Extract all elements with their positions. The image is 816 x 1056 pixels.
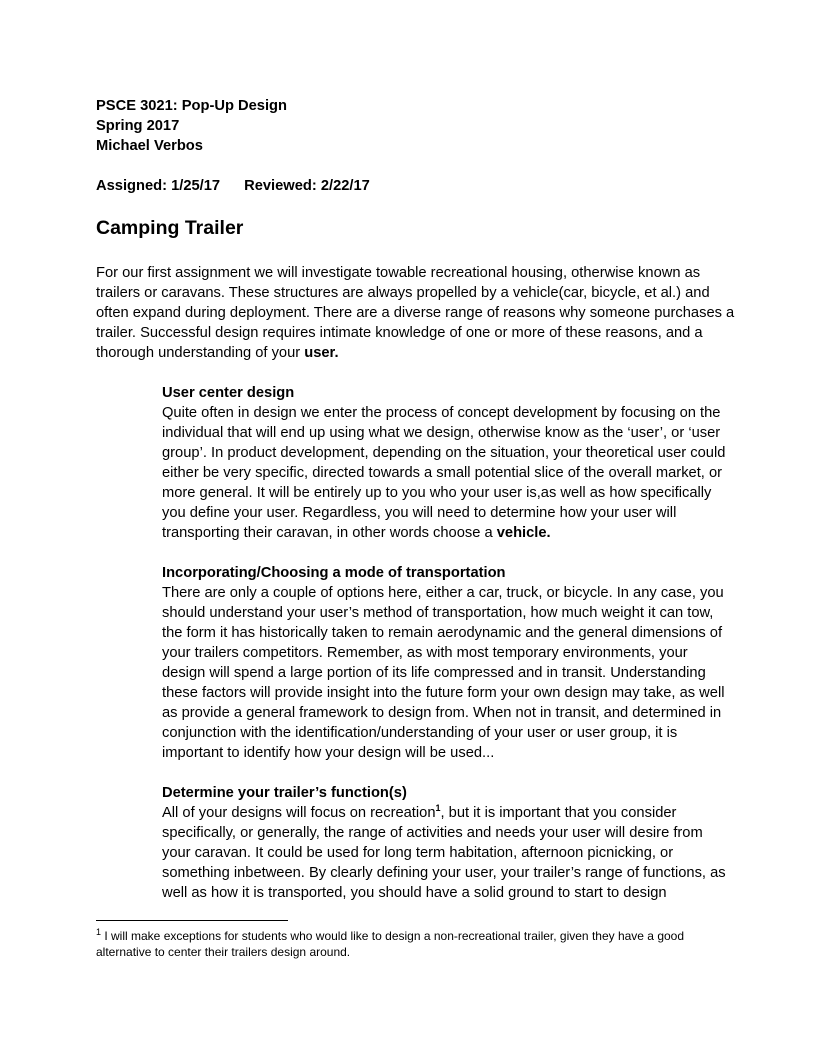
section-heading: User center design (162, 385, 295, 401)
instructor-name: Michael Verbos (96, 138, 203, 154)
intro-text: For our first assignment we will investigate towable recreational housing, otherwise known as trailers or caravans. These structures are always propelled by a vehicle(car, bicycle, et al.) and often expand during deployment. There are a diverse range of reasons why someone purchases a trailer. Successful design requires intimate knowledge of one or more of these reasons, and a thorough understanding of your (96, 265, 735, 361)
section-trailer-function (162, 783, 732, 903)
dates-line (96, 176, 370, 196)
footnote-reference[interactable]: 1 (435, 803, 441, 814)
page-title: Camping Trailer (96, 217, 244, 239)
section-body-start: All of your designs will focus on recreation (162, 805, 436, 821)
assigned-date: Assigned: 1/25/17 (96, 178, 221, 194)
section-heading: Incorporating/Choosing a mode of transportation (162, 565, 506, 581)
intro-emphasis: user. (304, 345, 339, 361)
section-heading: Determine your trailer’s function(s) (162, 785, 407, 801)
footnote-text: I will make exceptions for students who would like to design a non-recreational trailer, given they have a good alternative to center their trailers design around. (96, 929, 685, 959)
footnote (96, 928, 716, 960)
course-title: PSCE 3021: Pop-Up Design (96, 98, 287, 114)
section-body-end: , but it is important that you consider specifically, or generally, the range of activities and needs your user will desire from your caravan. It could be used for long term habitation, afternoon picnicking, or something inbetween. By clearly defining your user, your trailer’s range of functions, as well as how it is transported, you should have a solid ground to start to design (162, 805, 726, 901)
intro-paragraph (96, 263, 736, 363)
footnote-divider (96, 920, 288, 921)
section-body: There are only a couple of options here, either a car, truck, or bicycle. In any case, you should understand your user’s method of transportation, how much weight it can tow, the form it has historically taken to remain aerodynamic and the general dimensions of your trailers competitors. Remember, as with most temporary environments, your design will spend a large portion of its life compressed and in transit. Understanding these factors will provide insight into the future form your own design may take, as well as provide a general framework to design from. When not in transit, and determined in conjunction with the identification/understanding of your user or user group, it is important to identify how your design will be used... (162, 585, 725, 761)
section-transportation (162, 563, 732, 763)
section-user-center-design (162, 383, 732, 543)
section-emphasis: vehicle. (496, 525, 551, 541)
reviewed-date: Reviewed: 2/22/17 (244, 178, 370, 194)
section-body: Quite often in design we enter the process of concept development by focusing on the individual that will end up using what we design, otherwise know as the ‘user’, or ‘user group’. In product development, depending on the situation, your theoretical user could either be very specific, directed towards a small potential slice of the overall market, or more general. It will be entirely up to you who your user is,as well as how specifically you define your user. Regardless, you will need to determine how your user will transporting their caravan, in other words choose a (162, 405, 726, 541)
term: Spring 2017 (96, 118, 180, 134)
footnote-marker: 1 (96, 927, 102, 937)
